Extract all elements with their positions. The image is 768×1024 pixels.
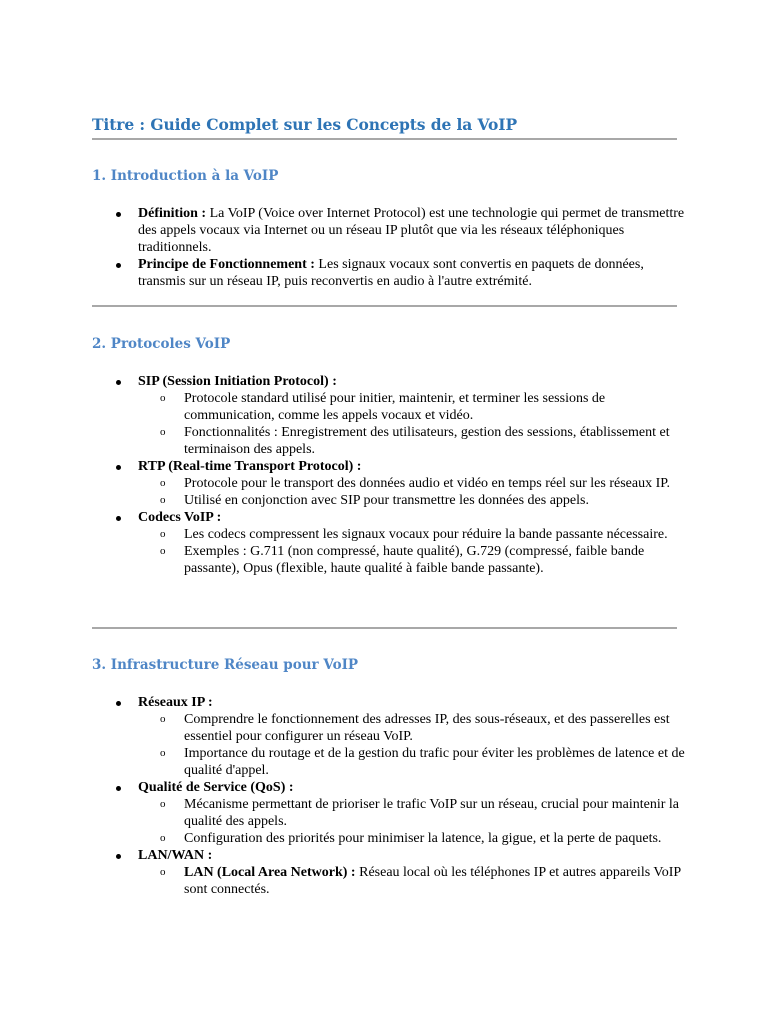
sublist-item [160,830,688,847]
subitem-text: Protocole pour le transport des données audio et vidéo en temps réel sur les réseaux IP. [184,476,670,491]
item-label: LAN/WAN : [138,848,213,863]
bullet-icon [116,212,121,217]
bullet-icon [116,263,121,268]
sublist-item [160,492,688,509]
list-item [138,847,688,864]
sublist-item [160,864,688,898]
item-label: RTP (Real-time Transport Protocol) : [138,459,362,474]
list-intro [138,205,688,290]
circle-bullet-icon: o [160,866,166,878]
list-item [138,779,688,796]
circle-bullet-icon: o [160,494,166,506]
section-divider [92,627,677,629]
subitem-label: LAN (Local Area Network) : [184,865,356,880]
sublist [160,711,688,779]
list-item [138,373,688,390]
circle-bullet-icon: o [160,832,166,844]
sublist-item [160,711,688,745]
circle-bullet-icon: o [160,747,166,759]
circle-bullet-icon: o [160,426,166,438]
section-heading-intro: 1. Introduction à la VoIP [92,168,279,184]
subitem-text: Protocole standard utilisé pour initier, maintenir, et terminer les sessions de communication, comme les appels vocaux et vidéo. [184,391,606,423]
circle-bullet-icon: o [160,798,166,810]
item-label: Définition : [138,206,207,221]
title-divider [92,138,677,140]
bullet-icon [116,701,121,706]
item-label: Réseaux IP : [138,695,213,710]
bullet-icon [116,786,121,791]
sublist-item [160,526,688,543]
bullet-icon [116,854,121,859]
subitem-text: Comprendre le fonctionnement des adresses IP, des sous-réseaux, et des passerelles est essentiel pour configurer un réseau VoIP. [184,712,670,744]
section-heading-protocols: 2. Protocoles VoIP [92,336,231,352]
sublist-item [160,475,688,492]
sublist [160,526,688,577]
bullet-icon [116,380,121,385]
subitem-text: Exemples : G.711 (non compressé, haute qualité), G.729 (compressé, faible bande passante), Opus (flexible, haute qualité à faible bande passante). [184,544,645,576]
subitem-text: Configuration des priorités pour minimiser la latence, la gigue, et la perte de paquets. [184,831,662,846]
subitem-text: Utilisé en conjonction avec SIP pour transmettre les données des appels. [184,493,589,508]
sublist [160,475,688,509]
bullet-icon [116,516,121,521]
list-item [138,205,688,256]
item-label: Codecs VoIP : [138,510,222,525]
circle-bullet-icon: o [160,392,166,404]
sublist-item [160,424,688,458]
sublist-item [160,543,688,577]
bullet-icon [116,465,121,470]
subitem-text: Mécanisme permettant de prioriser le trafic VoIP sur un réseau, crucial pour maintenir la qualité des appels. [184,797,680,829]
sublist [160,390,688,458]
circle-bullet-icon: o [160,713,166,725]
sublist-item [160,796,688,830]
section-divider [92,305,677,307]
item-label: Qualité de Service (QoS) : [138,780,294,795]
subitem-text: Les codecs compressent les signaux vocaux pour réduire la bande passante nécessaire. [184,527,668,542]
circle-bullet-icon: o [160,477,166,489]
sublist-item [160,390,688,424]
list-item [138,694,688,711]
item-text: Les signaux vocaux sont convertis en paquets de données, transmis sur un réseau IP, puis reconvertis en audio à l'autre extrémité. [138,257,644,289]
subitem-text: Importance du routage et de la gestion du trafic pour éviter les problèmes de latence et de qualité d'appel. [184,746,685,778]
sublist-item [160,745,688,779]
item-text: La VoIP (Voice over Internet Protocol) est une technologie qui permet de transmettre des appels vocaux via Internet ou un réseau IP plutôt que via les réseaux téléphoniques traditionnels. [138,206,685,255]
circle-bullet-icon: o [160,528,166,540]
item-label: SIP (Session Initiation Protocol) : [138,374,337,389]
list-item [138,256,688,290]
item-label: Principe de Fonctionnement : [138,257,315,272]
list-item [138,509,688,526]
subitem-text: Fonctionnalités : Enregistrement des utilisateurs, gestion des sessions, établissement et terminaison des appels. [184,425,670,457]
subitem-text: Réseau local où les téléphones IP et autres appareils VoIP sont connectés. [184,865,681,897]
list-item [138,458,688,475]
sublist [160,796,688,847]
sublist [160,864,688,898]
circle-bullet-icon: o [160,545,166,557]
document-title: Titre : Guide Complet sur les Concepts de la VoIP [92,115,517,134]
list-infrastructure [138,694,688,898]
list-protocols [138,373,688,577]
section-heading-infrastructure: 3. Infrastructure Réseau pour VoIP [92,657,359,673]
